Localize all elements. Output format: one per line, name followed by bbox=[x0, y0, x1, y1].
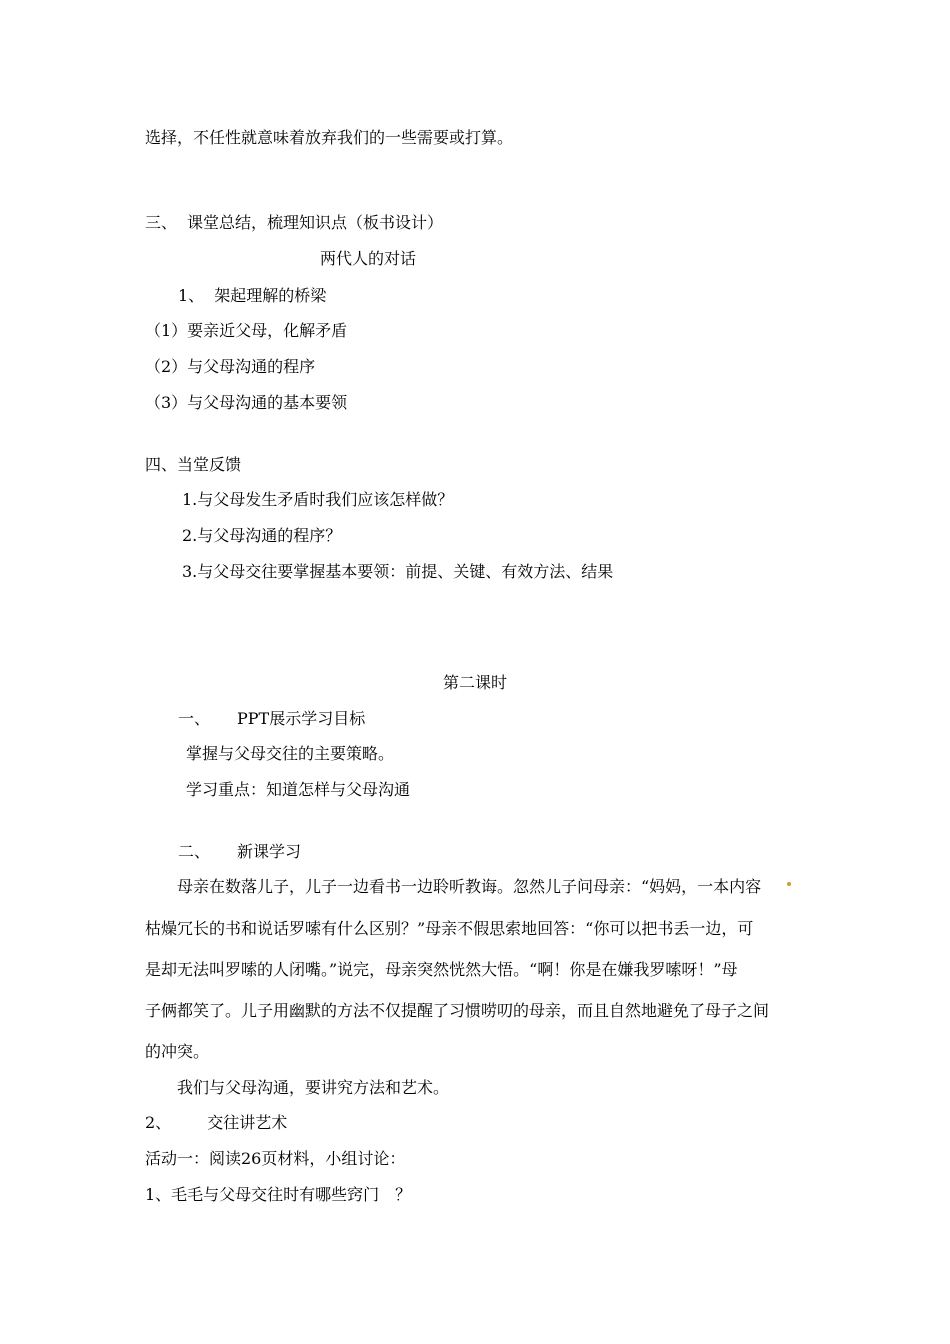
board-title: 两代人的对话 bbox=[320, 249, 417, 268]
lesson2-section2-number: 二、 bbox=[178, 842, 211, 861]
lesson2-section1-number: 一、 bbox=[178, 709, 211, 728]
story-paragraph-line: 枯燥冗长的书和说话罗嗦有什么区别？”母亲不假思索地回答：“你可以把书丢一边，可 bbox=[145, 919, 754, 938]
feedback-question-2: 2.与父母沟通的程序？ bbox=[182, 526, 342, 545]
point1-text: 架起理解的桥梁 bbox=[214, 286, 327, 305]
lesson2-title: 第二课时 bbox=[442, 673, 507, 692]
lesson2-section3-title: 交往讲艺术 bbox=[207, 1113, 288, 1132]
lesson2-section1-title: PPT展示学习目标 bbox=[237, 709, 366, 728]
discussion-question-1: 1、毛毛与父母交往时有哪些窍门 ？ bbox=[145, 1185, 412, 1204]
section3-heading bbox=[145, 213, 443, 233]
section3-title: 课堂总结，梳理知识点（板书设计） bbox=[187, 213, 444, 232]
learning-focus: 学习重点：知道怎样与父母沟通 bbox=[186, 780, 411, 799]
summary-line: 我们与父母沟通，要讲究方法和艺术。 bbox=[177, 1078, 450, 1097]
story-paragraph-line: 子俩都笑了。儿子用幽默的方法不仅提醒了习惯唠叨的母亲，而且自然地避免了母子之间 bbox=[145, 1001, 770, 1020]
story-paragraph-line: 的冲突。 bbox=[145, 1042, 210, 1061]
lesson2-section2-heading bbox=[178, 842, 301, 862]
intro-line: 选择，不任性就意味着放弃我们的一些需要或打算。 bbox=[145, 128, 514, 147]
story-paragraph-line: 母亲在数落儿子，儿子一边看书一边聆听教诲。忽然儿子问母亲：“妈妈，一本内容 bbox=[177, 877, 762, 896]
feedback-question-1: 1.与父母发生矛盾时我们应该怎样做？ bbox=[182, 490, 454, 509]
feedback-question-3: 3.与父母交往要掌握基本要领：前提、关键、有效方法、结果 bbox=[182, 562, 614, 581]
section4-heading: 四、当堂反馈 bbox=[145, 455, 242, 474]
sub-point-3: （3）与父母沟通的基本要领 bbox=[145, 393, 348, 412]
activity-line: 活动一：阅读26页材料，小组讨论： bbox=[145, 1149, 406, 1168]
stray-mark bbox=[787, 882, 791, 886]
lesson2-section2-title: 新课学习 bbox=[237, 842, 302, 861]
sub-point-2: （2）与父母沟通的程序 bbox=[145, 357, 316, 376]
lesson2-section1-heading bbox=[178, 709, 365, 729]
point1 bbox=[178, 286, 326, 306]
story-paragraph-line: 是却无法叫罗嗦的人闭嘴。”说完，母亲突然恍然大悟。“啊！你是在嫌我罗嗦呀！”母 bbox=[145, 960, 738, 979]
learning-goal: 掌握与父母交往的主要策略。 bbox=[186, 744, 395, 763]
point1-number: 1、 bbox=[178, 286, 205, 305]
lesson2-section3-number: 2、 bbox=[145, 1113, 172, 1132]
lesson2-section3-heading bbox=[145, 1113, 287, 1133]
section3-number: 三、 bbox=[145, 213, 178, 232]
sub-point-1: （1）要亲近父母，化解矛盾 bbox=[145, 321, 348, 340]
